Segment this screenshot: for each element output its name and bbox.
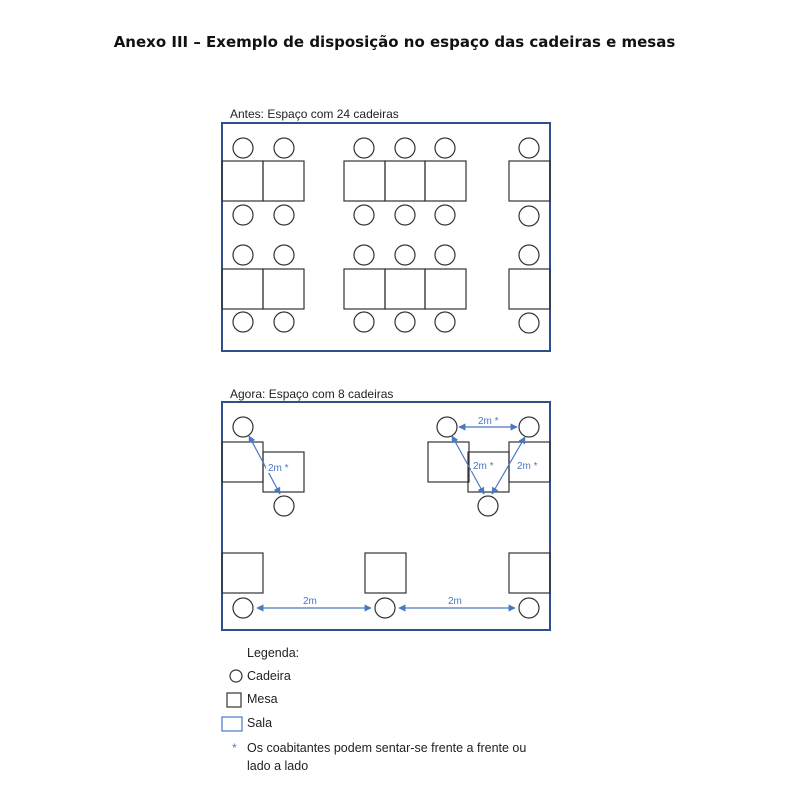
label-diag-right-b: 2m * [517, 461, 538, 472]
chair [233, 245, 253, 265]
legend-table-label: Mesa [247, 692, 278, 706]
legend-table-icon [227, 693, 241, 707]
chair [395, 205, 415, 225]
chair [435, 245, 455, 265]
page-title: Anexo III – Exemplo de disposição no espaço das cadeiras e mesas [113, 33, 676, 51]
table [425, 269, 466, 309]
chair [354, 312, 374, 332]
label-diag-right-a: 2m * [473, 461, 494, 472]
chair [395, 312, 415, 332]
label-top-right: 2m * [478, 416, 499, 427]
chair [233, 205, 253, 225]
chair [395, 245, 415, 265]
chair [274, 496, 294, 516]
table [509, 269, 550, 309]
after-diagram-label: Agora: Espaço com 8 cadeiras [230, 387, 394, 401]
table [222, 553, 263, 593]
chair [519, 245, 539, 265]
chair [519, 598, 539, 618]
chair [354, 205, 374, 225]
chair [435, 205, 455, 225]
room-outline [222, 402, 550, 630]
chair [437, 417, 457, 437]
chair [354, 138, 374, 158]
table [365, 553, 406, 593]
before-diagram-label: Antes: Espaço com 24 cadeiras [230, 107, 399, 121]
chair [519, 206, 539, 226]
chair [274, 205, 294, 225]
legend-title: Legenda: [247, 646, 300, 660]
table [385, 161, 425, 201]
chair [233, 417, 253, 437]
chair [233, 138, 253, 158]
table [509, 161, 550, 201]
legend-room-icon [222, 717, 242, 731]
chair [519, 138, 539, 158]
chair [233, 598, 253, 618]
table [222, 442, 263, 482]
table [428, 442, 469, 482]
label-bottom-right: 2m [448, 596, 462, 607]
table [222, 161, 263, 201]
chair [435, 312, 455, 332]
table [509, 553, 550, 593]
table [344, 161, 385, 201]
table [263, 161, 304, 201]
chair [435, 138, 455, 158]
legend-note: Os coabitantes podem sentar-se frente a frente ou lado a lado [247, 741, 527, 773]
chair [274, 245, 294, 265]
chair [519, 417, 539, 437]
room-outline [222, 123, 550, 351]
table [222, 269, 263, 309]
legend-symbols [222, 670, 242, 731]
chair [395, 138, 415, 158]
label-bottom-left: 2m [303, 596, 317, 607]
legend-note-marker: * [232, 741, 237, 755]
chair [478, 496, 498, 516]
chair [354, 245, 374, 265]
legend-room-label: Sala [247, 716, 273, 730]
distance-arrows [249, 427, 525, 608]
legend-chair-label: Cadeira [247, 669, 291, 683]
table [263, 269, 304, 309]
table [385, 269, 425, 309]
chair [274, 312, 294, 332]
chair [519, 313, 539, 333]
chair [274, 138, 294, 158]
label-diag-left: 2m * [268, 463, 289, 474]
table [344, 269, 385, 309]
after-diagram [222, 402, 550, 630]
table [425, 161, 466, 201]
chair [375, 598, 395, 618]
chair [233, 312, 253, 332]
table [468, 452, 509, 492]
legend-chair-icon [230, 670, 242, 682]
before-diagram [222, 123, 550, 351]
